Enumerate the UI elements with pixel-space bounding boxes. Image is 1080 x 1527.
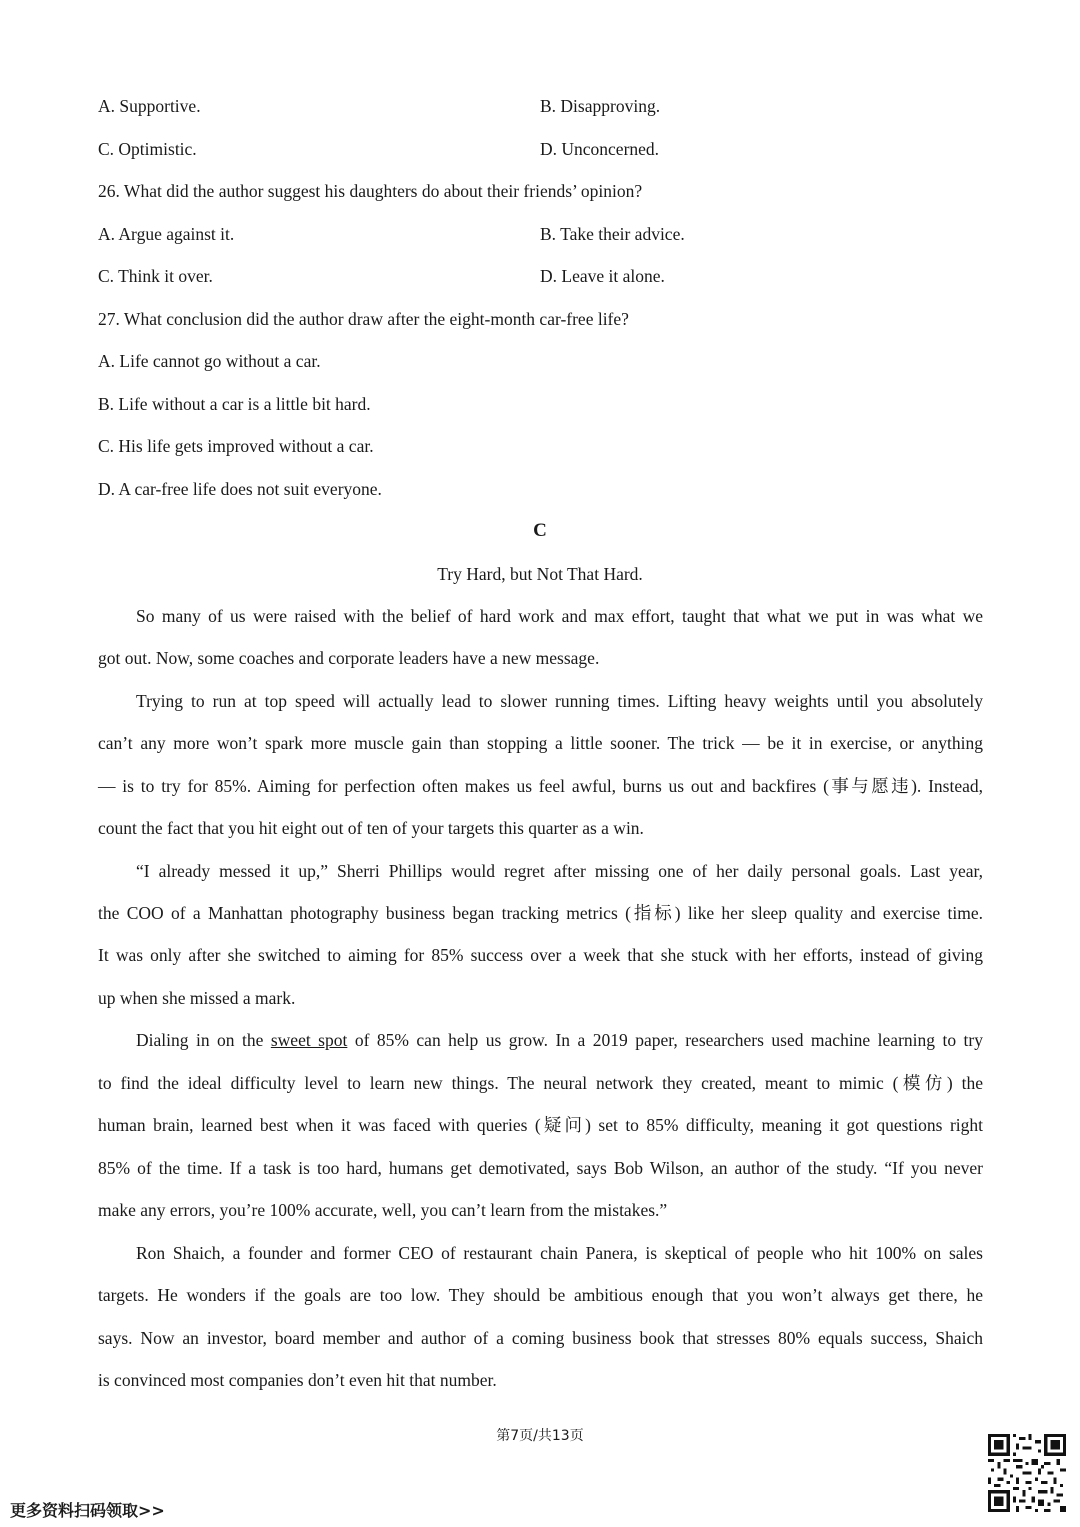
paragraph-3-line-4: up when she missed a mark. — [98, 988, 296, 1008]
q27-option-a: A. Life cannot go without a car. — [98, 351, 321, 371]
paragraph-4-line-5: make any errors, you’re 100% accurate, well, you can’t learn from the mistakes.” — [98, 1200, 668, 1220]
paragraph-4-line-4: 85% of the time. If a task is too hard, humans get demotivated, says Bob Wilson, an author of the study. “If you never — [98, 1158, 983, 1178]
q27-option-b: B. Life without a car is a little bit hard. — [98, 394, 371, 414]
page-number: 第7页/共13页 — [496, 1428, 584, 1444]
q25-option-d: D. Unconcerned. — [540, 139, 660, 159]
paragraph-1-line-2: got out. Now, some coaches and corporate leaders have a new message. — [98, 648, 600, 668]
q25-option-a: A. Supportive. — [98, 96, 201, 116]
paragraph-2-line-2: can’t any more won’t spark more muscle gain than stopping a little sooner. The trick — be it in exercise, or anything — [98, 733, 983, 753]
paragraph-1-line-1: So many of us were raised with the belief of hard work and max effort, taught that what we put in was what we — [136, 606, 983, 626]
q26-option-c: C. Think it over. — [98, 266, 213, 286]
paragraph-5-line-1: Ron Shaich, a founder and former CEO of restaurant chain Panera, is skeptical of people who hit 100% on sales — [136, 1243, 983, 1263]
q27-option-c: C. His life gets improved without a car. — [98, 436, 374, 456]
paragraph-2-line-3: — is to try for 85%. Aiming for perfection often makes us feel awful, burns us out and backfires (事与愿违). Instead, — [98, 776, 983, 796]
q27-option-d: D. A car-free life does not suit everyone. — [98, 479, 382, 499]
q26-option-d: D. Leave it alone. — [540, 266, 665, 286]
paragraph-3-line-1: “I already messed it up,” Sherri Phillips would regret after missing one of her daily personal goals. Last year, — [136, 861, 983, 881]
paragraph-4-line-3: human brain, learned best when it was faced with queries (疑问) set to 85% difficulty, meaning it got questions right — [98, 1115, 983, 1135]
q26-stem: 26. What did the author suggest his daughters do about their friends’ opinion? — [98, 181, 643, 201]
paragraph-5-line-3: says. Now an investor, board member and author of a coming business book that stresses 80% equals success, Shaich — [98, 1328, 983, 1348]
paragraph-2-line-4: count the fact that you hit eight out of ten of your targets this quarter as a win. — [98, 818, 644, 838]
paragraph-4-line-2: to find the ideal difficulty level to learn new things. The neural network they created, meant to mimic (模仿) the — [98, 1073, 983, 1093]
paragraph-5-line-2: targets. He wonders if the goals are too low. They should be ambitious enough that you won’t always get there, he — [98, 1285, 983, 1305]
q27-stem: 27. What conclusion did the author draw after the eight-month car-free life? — [98, 309, 629, 329]
q26-option-b: B. Take their advice. — [540, 224, 685, 244]
qr-code-icon[interactable] — [988, 1434, 1066, 1512]
paragraph-3-line-2: the COO of a Manhattan photography business began tracking metrics (指标) like her sleep quality and exercise time. — [98, 903, 983, 923]
paragraph-4-line-1 — [98, 1028, 983, 1052]
q25-option-b: B. Disapproving. — [540, 96, 661, 116]
promo-text[interactable]: 更多资料扫码领取>> — [10, 1501, 165, 1520]
paragraph-3-line-3: It was only after she switched to aiming for 85% success over a week that she stuck with her efforts, instead of giving — [98, 945, 983, 965]
sweet-spot-underlined: sweet spot — [270, 1030, 348, 1050]
q25-option-c: C. Optimistic. — [98, 139, 197, 159]
paragraph-4-text-post: of 85% can help us grow. In a 2019 paper, researchers used machine learning to try — [347, 1030, 983, 1050]
section-letter: C — [533, 520, 547, 541]
q26-option-a: A. Argue against it. — [98, 224, 235, 244]
paragraph-5-line-4: is convinced most companies don’t even hit that number. — [98, 1370, 497, 1390]
passage-title: Try Hard, but Not That Hard. — [437, 564, 643, 584]
paragraph-2-line-1: Trying to run at top speed will actually lead to slower running times. Lifting heavy weights until you absolutely — [136, 691, 983, 711]
paragraph-4-text-pre: Dialing in on the — [136, 1030, 271, 1050]
